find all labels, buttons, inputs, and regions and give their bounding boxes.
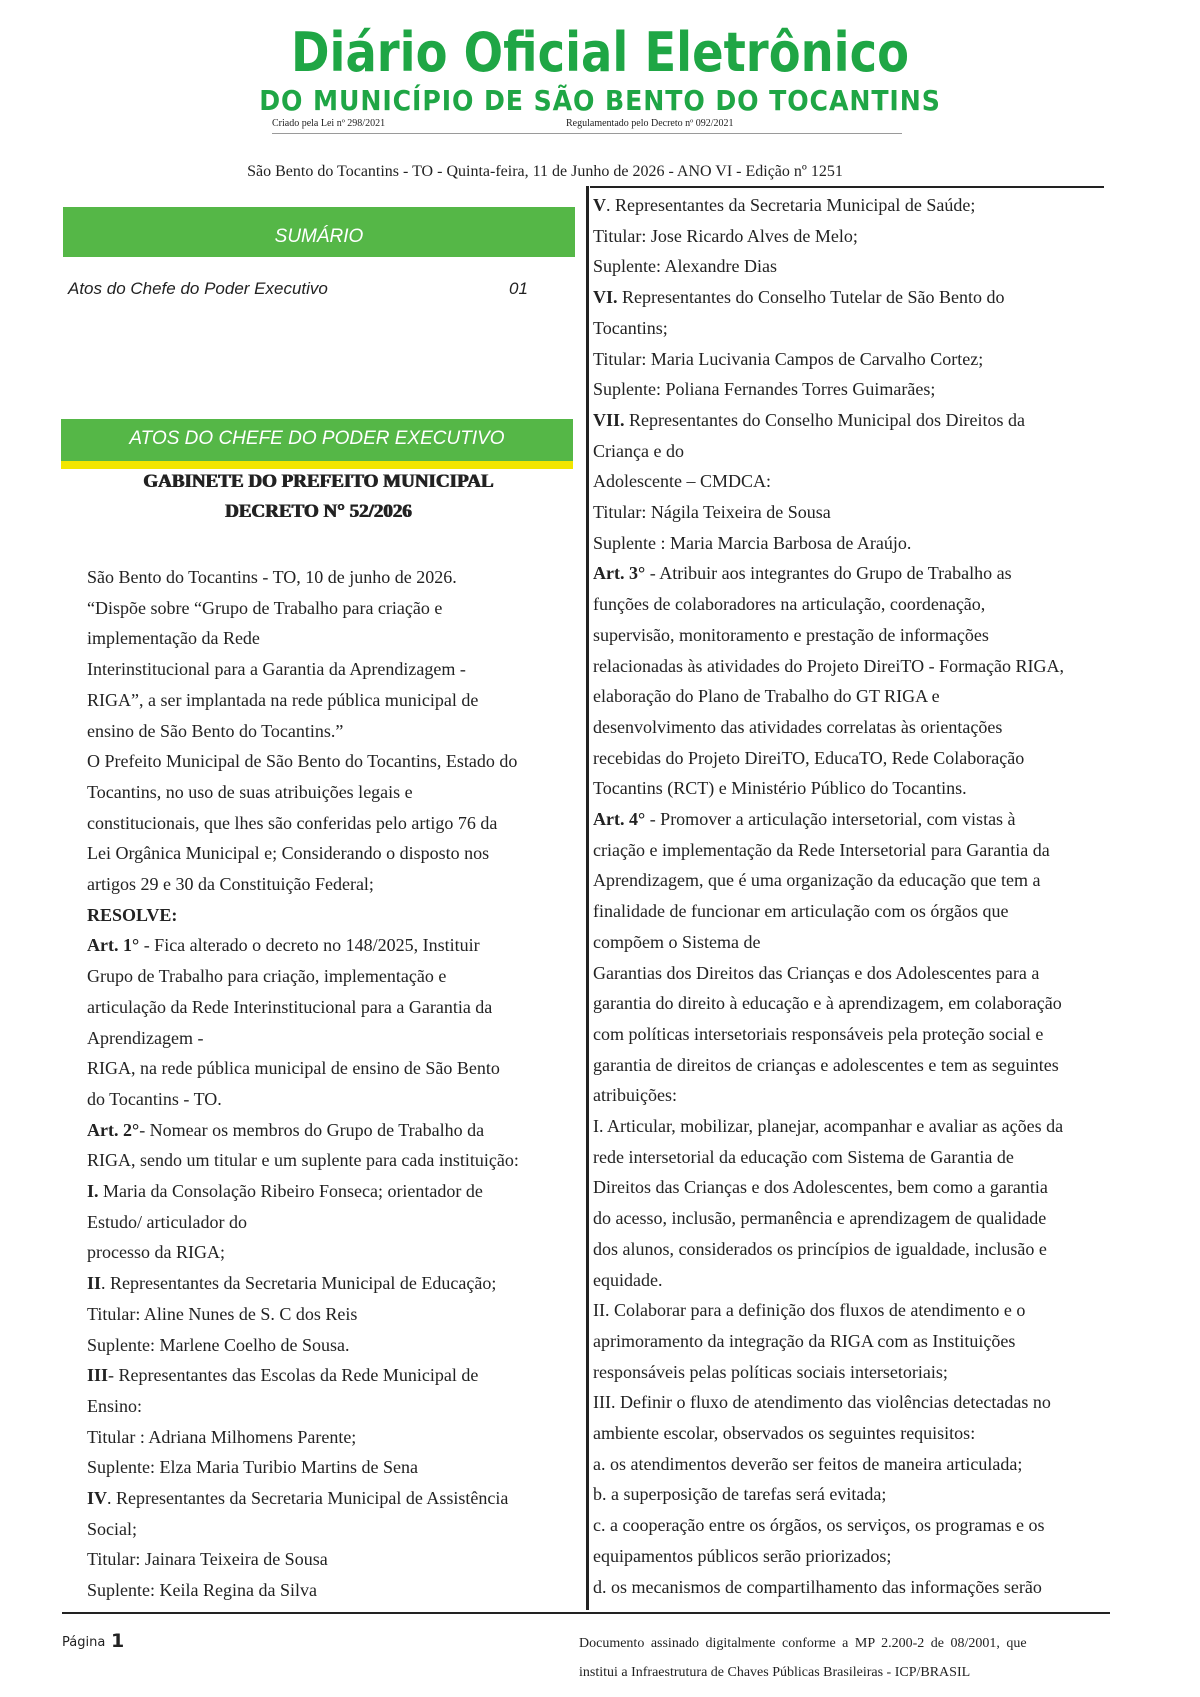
text-line bbox=[593, 1023, 1043, 1045]
text-line bbox=[593, 1453, 1022, 1475]
text-line bbox=[593, 440, 684, 462]
text-line bbox=[593, 1422, 975, 1444]
line-text: . Representantes da Secretaria Municipal de Educação; bbox=[101, 1273, 497, 1294]
text-line bbox=[593, 286, 1004, 308]
dateline-divider bbox=[590, 186, 1104, 188]
line-text: Suplente: Elza Maria Turibio Martins de Sena bbox=[87, 1457, 418, 1478]
line-text: Adolescente – CMDCA: bbox=[593, 471, 771, 492]
line-text: constitucionais, que lhes são conferidas pelo artigo 76 da bbox=[87, 812, 498, 833]
line-text: atribuições: bbox=[593, 1085, 677, 1106]
regulation-decree: Regulamentado pelo Decreto nº 092/2021 bbox=[566, 118, 734, 129]
summary-title: SUMÁRIO bbox=[274, 226, 364, 247]
page-number: 1 bbox=[111, 1630, 125, 1652]
bold-lead: III bbox=[87, 1365, 109, 1386]
line-text: aprimoramento da integração da RIGA com as Instituições bbox=[593, 1330, 1016, 1351]
text-line bbox=[593, 900, 1009, 922]
bold-lead: V bbox=[593, 195, 606, 215]
text-line bbox=[593, 839, 1050, 861]
line-text: Interinstitucional para a Garantia da Aprendizagem - bbox=[87, 659, 466, 680]
text-line bbox=[87, 1579, 317, 1601]
line-text: Titular : Adriana Milhomens Parente; bbox=[87, 1426, 357, 1447]
text-line bbox=[593, 1146, 1014, 1168]
line-text: a. os atendimentos deverão ser feitos de maneira articulada; bbox=[593, 1453, 1023, 1474]
text-line bbox=[87, 566, 457, 588]
page-label: Página bbox=[62, 1635, 106, 1650]
text-line bbox=[87, 1303, 357, 1325]
line-text: Tocantins; bbox=[593, 317, 668, 338]
line-text: finalidade de funcionar em articulação com os órgãos que bbox=[593, 901, 1009, 922]
line-text: compõem o Sistema de bbox=[593, 931, 761, 952]
line-text: relacionadas às atividades do Projeto DireiTO - Formação RIGA, bbox=[593, 655, 1065, 676]
line-text: Aprendizagem, que é uma organização da educação que tem a bbox=[593, 870, 1041, 891]
text-line bbox=[87, 658, 466, 680]
line-text: supervisão, monitoramento e prestação de informações bbox=[593, 624, 989, 645]
text-line bbox=[593, 225, 858, 247]
signature-notice-line-2: institui a Infraestrutura de Chaves Públicas Brasileiras - ICP/BRASIL bbox=[579, 1665, 971, 1680]
text-line bbox=[593, 1269, 662, 1291]
text-line bbox=[87, 1334, 349, 1356]
text-line bbox=[593, 1576, 1042, 1598]
line-text: São Bento do Tocantins - TO, 10 de junho de 2026. bbox=[87, 567, 457, 587]
line-text: Lei Orgânica Municipal e; Considerando o disposto nos bbox=[87, 843, 490, 864]
text-line bbox=[593, 1115, 1063, 1137]
text-line bbox=[593, 409, 1025, 431]
bold-lead: I. bbox=[87, 1181, 99, 1201]
bold-lead: Art. 1° bbox=[87, 935, 140, 956]
edition-dateline: São Bento do Tocantins - TO - Quinta-feira, 11 de Junho de 2026 - ANO VI - Edição nº 1251 bbox=[247, 163, 843, 180]
text-line bbox=[593, 1084, 677, 1106]
text-line bbox=[87, 1241, 225, 1263]
text-line bbox=[87, 1211, 247, 1233]
bold-lead: IV bbox=[87, 1488, 108, 1508]
line-text: articulação da Rede Interinstitucional para a Garantia da bbox=[87, 996, 493, 1017]
line-text: Aprendizagem - bbox=[87, 1027, 204, 1048]
text-line bbox=[593, 1054, 1059, 1076]
line-text: equipamentos públicos serão priorizados; bbox=[593, 1545, 892, 1566]
text-line bbox=[87, 1487, 508, 1509]
text-line bbox=[87, 996, 492, 1018]
text-line bbox=[593, 1545, 891, 1567]
bold-lead: VII. bbox=[593, 409, 625, 430]
text-line bbox=[593, 808, 1016, 830]
line-text: ambiente escolar, observados os seguintes requisitos: bbox=[593, 1423, 976, 1443]
text-line bbox=[87, 627, 260, 649]
line-text: II. Colaborar para a definição dos fluxos de atendimento e o bbox=[593, 1300, 1026, 1321]
line-text: do Tocantins - TO. bbox=[87, 1088, 222, 1109]
line-text: Titular: Jainara Teixeira de Sousa bbox=[87, 1549, 328, 1570]
bold-lead: II bbox=[87, 1273, 102, 1294]
line-text: - Fica alterado o decreto no 148/2025, Instituir bbox=[139, 935, 480, 956]
line-text: Suplente: Keila Regina da Silva bbox=[87, 1580, 317, 1601]
line-text: . Representantes da Secretaria Municipal de Assistência bbox=[107, 1488, 509, 1508]
column-divider bbox=[586, 186, 589, 1610]
newspaper-subtitle: DO MUNICÍPIO DE SÃO BENTO DO TOCANTINS bbox=[259, 84, 941, 117]
text-line bbox=[593, 1330, 1015, 1352]
line-text: Tocantins, no uso de suas atribuições legais e bbox=[87, 781, 413, 802]
text-line bbox=[593, 931, 760, 953]
summary-item-page: 01 bbox=[509, 279, 528, 298]
line-text: Titular: Aline Nunes de S. C dos Reis bbox=[87, 1303, 358, 1324]
section-title: ATOS DO CHEFE DO PODER EXECUTIVO bbox=[129, 428, 505, 449]
line-text: RIGA, na rede pública municipal de ensino de São Bento bbox=[87, 1058, 500, 1079]
text-line bbox=[87, 1180, 483, 1202]
text-line bbox=[87, 781, 413, 803]
text-line bbox=[87, 1548, 328, 1570]
text-line bbox=[593, 1361, 948, 1383]
text-line bbox=[593, 593, 985, 615]
line-text: Grupo de Trabalho para criação, implementação e bbox=[87, 966, 447, 987]
text-line bbox=[593, 716, 1002, 738]
line-text: I. Articular, mobilizar, planejar, acompanhar e avaliar as ações da bbox=[593, 1116, 1064, 1136]
text-line bbox=[593, 317, 668, 339]
text-line bbox=[87, 842, 489, 864]
line-text: funções de colaboradores na articulação, coordenação, bbox=[593, 594, 986, 615]
line-text: c. a cooperação entre os órgãos, os serviços, os programas e os bbox=[593, 1515, 1045, 1536]
line-text: “Dispõe sobre “Grupo de Trabalho para criação e bbox=[87, 597, 443, 618]
line-text: . Representantes da Secretaria Municipal de Saúde; bbox=[606, 195, 976, 215]
decree-heading: DECRETO N° 52/2026 bbox=[224, 501, 412, 522]
line-text: Suplente: Poliana Fernandes Torres Guimarães; bbox=[593, 379, 936, 400]
text-line bbox=[87, 1518, 137, 1540]
text-line bbox=[593, 655, 1064, 677]
line-text: garantia do direito à educação e à aprendizagem, em colaboração bbox=[593, 993, 1062, 1014]
creation-law: Criado pela Lei nº 298/2021 bbox=[272, 118, 386, 129]
line-text: equidade. bbox=[593, 1269, 663, 1290]
line-text: recebidas do Projeto DireiTO, EducaTO, Rede Colaboração bbox=[593, 747, 1025, 768]
line-text: do acesso, inclusão, permanência e aprendizagem de qualidade bbox=[593, 1208, 1047, 1229]
line-text: Representantes do Conselho Tutelar de São Bento do bbox=[617, 287, 1005, 308]
office-heading: GABINETE DO PREFEITO MUNICIPAL bbox=[142, 471, 494, 492]
line-text: artigos 29 e 30 da Constituição Federal; bbox=[87, 874, 374, 894]
line-text: Titular: Maria Lucivania Campos de Carvalho Cortez; bbox=[593, 348, 984, 369]
masthead-divider bbox=[272, 133, 902, 134]
text-line bbox=[87, 689, 478, 711]
text-line bbox=[593, 624, 989, 646]
newspaper-title: Diário Oficial Eletrônico bbox=[290, 21, 910, 84]
text-line bbox=[593, 1299, 1025, 1321]
footer-divider bbox=[62, 1612, 1110, 1614]
line-text: - Atribuir aos integrantes do Grupo de Trabalho as bbox=[645, 563, 1012, 584]
text-line bbox=[87, 1364, 478, 1386]
line-text: Titular: Nágila Teixeira de Sousa bbox=[593, 502, 831, 522]
text-line bbox=[593, 747, 1024, 769]
text-line bbox=[593, 1176, 1048, 1198]
text-line bbox=[593, 255, 777, 277]
line-text: responsáveis pelas políticas sociais intersetoriais; bbox=[593, 1361, 948, 1382]
text-line bbox=[593, 532, 911, 554]
line-text: elaboração do Plano de Trabalho do GT RIGA e bbox=[593, 686, 940, 707]
line-text: d. os mecanismos de compartilhamento das informações serão bbox=[593, 1576, 1042, 1597]
line-text: - Nomear os membros do Grupo de Trabalho da bbox=[139, 1119, 485, 1140]
line-text: Ensino: bbox=[87, 1395, 143, 1416]
line-text: Suplente: Marlene Coelho de Sousa. bbox=[87, 1334, 350, 1355]
line-text: Social; bbox=[87, 1518, 137, 1539]
bold-lead: Art. 4° bbox=[593, 809, 646, 829]
line-text: Suplente: Alexandre Dias bbox=[593, 256, 777, 277]
text-line bbox=[87, 1272, 496, 1294]
line-text: RIGA, sendo um titular e um suplente para cada instituição: bbox=[87, 1150, 519, 1171]
line-text: Tocantins (RCT) e Ministério Público do Tocantins. bbox=[593, 778, 967, 799]
text-line bbox=[593, 378, 935, 400]
summary-item-label[interactable]: Atos do Chefe do Poder Executivo bbox=[68, 279, 328, 298]
text-line bbox=[593, 1391, 1051, 1413]
text-line bbox=[87, 1395, 142, 1417]
line-text: Garantias dos Direitos das Crianças e dos Adolescentes para a bbox=[593, 962, 1040, 983]
text-line bbox=[593, 194, 975, 216]
line-text: Suplente : Maria Marcia Barbosa de Araújo. bbox=[593, 532, 912, 553]
text-line bbox=[593, 1483, 886, 1505]
text-line bbox=[87, 597, 442, 619]
text-line bbox=[87, 934, 480, 956]
text-line bbox=[87, 965, 446, 987]
line-text: desenvolvimento das atividades correlatas às orientações bbox=[593, 716, 1003, 737]
bold-lead: VI. bbox=[593, 287, 618, 308]
text-line bbox=[87, 1088, 222, 1110]
text-line bbox=[593, 777, 967, 799]
line-text: - Promover a articulação intersetorial, com vistas à bbox=[645, 809, 1016, 829]
text-line bbox=[87, 720, 343, 742]
text-line bbox=[593, 1238, 1047, 1260]
text-line bbox=[593, 470, 771, 492]
text-line bbox=[593, 685, 940, 707]
line-text: O Prefeito Municipal de São Bento do Tocantins, Estado do bbox=[87, 751, 518, 772]
line-text: Representantes do Conselho Municipal dos Direitos da bbox=[624, 409, 1025, 430]
text-line bbox=[593, 501, 831, 523]
line-text: Criança e do bbox=[593, 440, 684, 461]
line-text: processo da RIGA; bbox=[87, 1242, 225, 1263]
text-line bbox=[87, 1456, 418, 1478]
line-text: garantia de direitos de crianças e adolescentes e tem as seguintes bbox=[593, 1054, 1059, 1075]
text-line bbox=[593, 1514, 1045, 1536]
line-text: - Representantes das Escolas da Rede Municipal de bbox=[108, 1365, 479, 1386]
bold-lead: RESOLVE: bbox=[87, 904, 178, 925]
text-line bbox=[593, 562, 1012, 584]
text-line bbox=[87, 1119, 484, 1141]
line-text: ensino de São Bento do Tocantins.” bbox=[87, 720, 344, 741]
line-text: Estudo/ articulador do bbox=[87, 1211, 247, 1232]
line-text: III. Definir o fluxo de atendimento das violências detectadas no bbox=[593, 1392, 1051, 1413]
line-text: dos alunos, considerados os princípios de igualdade, inclusão e bbox=[593, 1238, 1047, 1259]
text-line bbox=[593, 348, 983, 370]
text-line bbox=[593, 992, 1062, 1014]
text-line bbox=[593, 962, 1039, 984]
line-text: rede intersetorial da educação com Sistema de Garantia de bbox=[593, 1146, 1014, 1167]
line-text: implementação da Rede bbox=[87, 628, 260, 649]
signature-notice-line-1: Documento assinado digitalmente conforme a MP 2.200-2 de 08/2001, que bbox=[579, 1636, 1027, 1651]
text-line bbox=[87, 904, 177, 926]
line-text: com políticas intersetoriais responsáveis pela proteção social e bbox=[593, 1023, 1044, 1044]
text-line bbox=[87, 873, 374, 895]
line-text: Titular: Jose Ricardo Alves de Melo; bbox=[593, 225, 858, 246]
text-line bbox=[87, 812, 497, 834]
line-text: Direitos das Crianças e dos Adolescentes, bem como a garantia bbox=[593, 1177, 1048, 1198]
line-text: RIGA”, a ser implantada na rede pública municipal de bbox=[87, 689, 479, 710]
text-line bbox=[87, 750, 517, 772]
text-line bbox=[593, 869, 1040, 891]
text-line bbox=[87, 1426, 356, 1448]
bold-lead: Art. 3° bbox=[593, 563, 646, 584]
line-text: b. a superposição de tarefas será evitada; bbox=[593, 1484, 887, 1505]
bold-lead: Art. 2° bbox=[87, 1119, 140, 1140]
text-line bbox=[87, 1149, 519, 1171]
line-text: Maria da Consolação Ribeiro Fonseca; orientador de bbox=[98, 1181, 483, 1201]
line-text: criação e implementação da Rede Intersetorial para Garantia da bbox=[593, 839, 1050, 860]
text-line bbox=[593, 1207, 1046, 1229]
text-line bbox=[87, 1027, 203, 1049]
text-line bbox=[87, 1057, 500, 1079]
